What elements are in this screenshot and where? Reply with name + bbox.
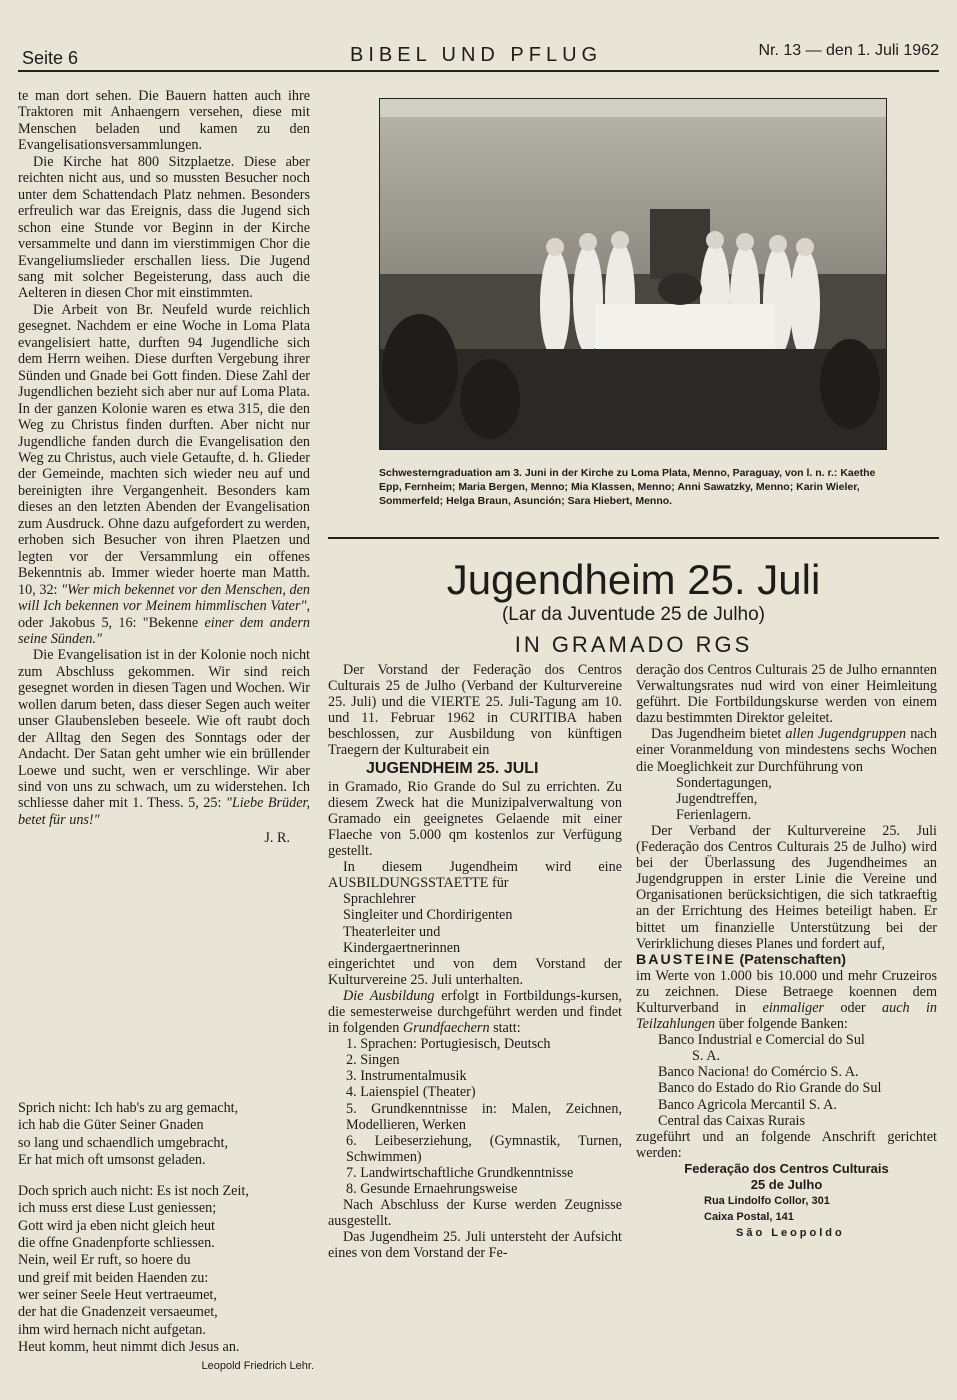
bible-quote: "Liebe Brüder, betet für uns!" bbox=[18, 795, 310, 828]
text-run: statt: bbox=[489, 1020, 521, 1037]
article-column-right bbox=[636, 662, 937, 1241]
paragraph: eingerichtet und von dem Vorstand der Kulturvereine 25. Juli unterhalten. bbox=[328, 955, 622, 988]
stanza-1 bbox=[18, 1100, 318, 1169]
bank-item: Banco do Estado do Rio Grande do Sul bbox=[658, 1080, 882, 1097]
subject-item: 1. Sprachen: Portugiesisch, Deutsch bbox=[346, 1036, 551, 1053]
page-number: Seite 6 bbox=[22, 48, 79, 68]
text-run: Die Arbeit von Br. Neufeld wurde reichlich gesegnet. Nachdem er eine Woche in Loma Plata evangelisiert hatte, durften 94 Jugendliche sich dem Herrn weihen. Diese durften Vergebung ihrer Sünden und Gnade bei Gott finden. Diese Zahl der Jugendlichen bezieht sich aber nur auf Loma Plata. In der ganzen Kolonie waren es etwa 315, die den Weg zu Christus finden durften. Aber nicht nur Jugendliche fanden durch die Evangelisation den Weg zu Christus, auch viele Getaufte, d. h. Glieder der Gemeinde, machten sich wieder neu auf und bereinigten ihre Vergangenheit. Besonders kam dieses an den letzten Abenden der Evangelisation zum Ausdruck. Ohne dazu aufgefordert zu werden, erhoben sich Besucher von ihren Plaetzen und legten vor der Versammlung ein offenes Bekenntnis ab. Immer wieder hoerte man Matth. 10, 32: bbox=[18, 301, 310, 598]
section-rule bbox=[328, 537, 939, 539]
paragraph: zugeführt und an folgende Anschrift gerichtet werden: bbox=[636, 1128, 937, 1161]
text-run: im Werte von 1.000 bis 10.000 und mehr Cruzeiros zu zeichnen. Diese Betraege koennen dem Kulturverband in bbox=[636, 967, 937, 1016]
text-run: Das Jugendheim bietet bbox=[651, 726, 786, 743]
poem-line: Doch sprich auch nicht: Es ist noch Zeit, bbox=[18, 1183, 249, 1200]
article-title: Jugendheim 25. Juli bbox=[446, 556, 821, 603]
poem-line: wer seiner Seele Heut vertraeumet, bbox=[18, 1286, 217, 1303]
text-run: Die Evangelisation ist in der Kolonie noch nicht zum Abschluss gekommen. Wir sind reich gesegnet worden in diesen Tagen und Wochen. Wir wollen darum beten, dass dieser Segen auch weiter unser Glaubensleben beseele. Wie oft raubt doch der Alltag den Segen des Sonntags oder der Andacht. Der Satan geht umher wie ein brüllender Loewe und sucht, wen er verschlinge. Wir aber sind von uns zu schwach, um zu widerstehen. Ich schliesse daher mit 1. Thess. 5, 25: bbox=[18, 647, 310, 812]
training-item: Sprachlehrer bbox=[343, 891, 416, 908]
subject-item: 8. Gesunde Ernaehrungsweise bbox=[346, 1181, 518, 1197]
left-article bbox=[18, 88, 310, 847]
poem-line: die offne Gnadenpforte schliessen. bbox=[18, 1235, 215, 1252]
text-run: , oder Jakobus 5, 16: "Bekenne bbox=[18, 598, 310, 631]
bible-quote: einer dem andern seine Sünden." bbox=[18, 614, 311, 647]
poem-line: Nein, weil Er ruft, so hoere du bbox=[18, 1252, 191, 1269]
training-item: Singleiter und Chordirigenten bbox=[343, 907, 513, 924]
paragraph bbox=[636, 968, 937, 1032]
paragraph: Das Jugendheim 25. Juli untersteht der Aufsicht eines von dem Vorstand der Fe- bbox=[328, 1229, 622, 1262]
publication-title: BIBEL UND PFLUG bbox=[350, 44, 603, 66]
bank-item: Banco Naciona! do Comércio S. A. bbox=[658, 1064, 859, 1081]
paragraph bbox=[636, 726, 937, 774]
training-item: Kindergaertnerinnen bbox=[343, 939, 461, 956]
paragraph: in Gramado, Rio Grande do Sul zu errichten. Zu diesem Zweck hat die Munizipalverwaltung von Gramado ein geeignetes Gelaende mit einer Flaeche von 5.000 qm kostenlos zur Verfügung gestellt. bbox=[328, 778, 622, 860]
paragraph: te man dort sehen. Die Bauern hatten auch ihre Traktoren mit Anhaengern versehen, diese mit Menschen beladen und kamen zu den Evangelisationsversammlungen. bbox=[18, 88, 310, 154]
paragraph bbox=[18, 647, 310, 828]
italic-run: Grundfaechern bbox=[402, 1020, 490, 1037]
address-line: 25 de Julho bbox=[750, 1176, 823, 1192]
event-item: Jugendtreffen, bbox=[676, 790, 758, 807]
poem-line: Er hat mich oft umsonst geladen. bbox=[18, 1151, 206, 1168]
stanza-2 bbox=[18, 1183, 318, 1356]
paragraph: In diesem Jugendheim wird eine AUSBILDUNGSSTAETTE für bbox=[328, 859, 622, 892]
subject-item: 7. Landwirtschaftliche Grundkenntnisse bbox=[346, 1164, 574, 1181]
subject-item: 4. Laienspiel (Theater) bbox=[346, 1084, 476, 1101]
photo-caption: Schwesterngraduation am 3. Juni in der Kirche zu Loma Plata, Menno, Paraguay, von l. n. r.: Kaethe Epp, Fernheim; Maria Bergen, Menno; Mia Klassen, Menno; Anni Sawatzky, Menno; Karin Wieler, Sommerfeld; Helga Braun, Asunción; Sara Hiebert, Menno. bbox=[379, 467, 876, 507]
paragraph: Der Vorstand der Federação dos Centros Culturais 25 de Julho (Verband der Kulturvereine 25. Juli) und die VIERTE 25. Juli-Tagung am 10. und 11. Februar 1962 in CURITIBA haben beschlossen, zur Ausbildung von künftigen Traegern der Kulturabeit ein bbox=[328, 662, 622, 759]
paragraph: Der Verband der Kulturvereine 25. Juli (Federação dos Centros Culturais 25 de Julho) wird bei der Überlassung des Jugendheimes an Jugendgruppen in erster Linie die Vereine und Organisationen berücksichtigen, die sich tatkraeftig an der Errichtung des Heimes beteiligt haben. Er bittet um finanzielle Unterstützung bei der Verirklichung dieses Planes und fordert auf, bbox=[636, 822, 937, 952]
text-run: über folgende Banken: bbox=[715, 1016, 848, 1033]
address-line: Caixa Postal, 141 bbox=[704, 1210, 794, 1223]
paragraph bbox=[328, 988, 622, 1036]
poem-line: und greif mit beiden Haenden zu: bbox=[18, 1269, 209, 1286]
bank-item: S. A. bbox=[692, 1048, 720, 1065]
italic-run: auch in Teilzahlungen bbox=[636, 999, 937, 1033]
article-subtitle: (Lar da Juventude 25 de Julho) bbox=[501, 604, 765, 625]
text-run: oder bbox=[824, 999, 882, 1016]
patenschaften-label: (Patenschaften) bbox=[739, 951, 846, 968]
poem-line: Heut komm, heut nimmt dich Jesus an. bbox=[18, 1338, 240, 1355]
subject-item: 2. Singen bbox=[346, 1052, 400, 1069]
poem-line: ihm wird hernach nicht aufgetan. bbox=[18, 1321, 206, 1338]
issue-date: Nr. 13 — den 1. Juli 1962 bbox=[758, 42, 939, 59]
bank-item: Banco Industrial e Comercial do Sul bbox=[658, 1032, 865, 1049]
subject-item: 5. Grundkenntnisse in: Malen, Zeichnen, Modellieren, Werken bbox=[346, 1100, 622, 1133]
poem bbox=[18, 1100, 318, 1375]
italic-run: Die Ausbildung bbox=[343, 987, 435, 1004]
paragraph bbox=[18, 302, 310, 648]
italic-run: einmaliger bbox=[762, 999, 825, 1016]
signature: J. R. bbox=[264, 830, 290, 847]
paragraph: Nach Abschluss der Kurse werden Zeugnisse ausgestellt. bbox=[328, 1197, 622, 1230]
article-location: IN GRAMADO RGS bbox=[514, 632, 753, 657]
bible-quote: "Wer mich bekennet vor den Menschen, den will Ich bekennen vor Meinem himmlischen Vater" bbox=[18, 581, 310, 615]
poem-line: der hat die Gnadenzeit versaeumet, bbox=[18, 1304, 218, 1321]
graduation-photo bbox=[379, 98, 887, 450]
subject-item: 6. Leibeserziehung, (Gymnastik, Turnen, Schwimmen) bbox=[346, 1132, 622, 1165]
bausteine-label: BAUSTEINE bbox=[636, 951, 736, 968]
event-item: Ferienlagern. bbox=[676, 806, 752, 823]
bausteine-line bbox=[636, 952, 937, 968]
text-run: erfolgt in Fortbildungs-kursen, die semesterweise durchgeführt werden und findet in folgenden bbox=[328, 987, 622, 1037]
italic-run: allen Jugendgruppen bbox=[785, 726, 907, 743]
poem-line: ich muss erst diese Lust geniessen; bbox=[18, 1200, 217, 1217]
event-item: Sondertagungen, bbox=[676, 774, 772, 791]
subject-item: 3. Instrumentalmusik bbox=[346, 1068, 467, 1085]
bank-item: Central das Caixas Rurais bbox=[658, 1112, 805, 1129]
poem-line: so lang und schaendlich umgebracht, bbox=[18, 1134, 228, 1151]
poem-line: Gott wird ja eben nicht gleich heut bbox=[18, 1217, 215, 1234]
poem-line: ich hab die Güter Seiner Gnaden bbox=[18, 1117, 204, 1134]
poem-line: Sprich nicht: Ich hab's zu arg gemacht, bbox=[18, 1100, 239, 1116]
training-item: Theaterleiter und bbox=[343, 923, 441, 940]
address-line: Federação dos Centros Culturais bbox=[684, 1160, 889, 1176]
address-line: São Leopoldo bbox=[736, 1226, 845, 1239]
header-rule bbox=[18, 70, 939, 72]
page-header bbox=[18, 42, 939, 70]
article-subheading: JUGENDHEIM 25. JULI bbox=[366, 759, 539, 777]
paragraph: Die Kirche hat 800 Sitzplaetze. Diese aber reichten nicht aus, und so mussten Besucher noch unter dem Schattendach Platz nehmen. Besonders erfreulich war das Ereignis, dass die Jugend sich schon eine Stunde vor Beginn in der Kirche versammelte und dann im vierstimmigen Chor die Evangeliumslieder erschallen liess. Die Jugend sang mit solcher Begeisterung, dass auch die Aelteren in diesen Chor mit einstimmten. bbox=[18, 153, 310, 302]
paragraph: deração dos Centros Culturais 25 de Julho ernannten Verwaltungsrates nud wird von einer Heimleitung geführt. Die Fortbildungskurse werden von einem dazu bestimmten Direktor geleitet. bbox=[636, 662, 937, 727]
text-run: nach einer Voranmeldung von mindestens sechs Wochen die Moeglichkeit zur Durchführung von bbox=[636, 726, 937, 775]
bank-item: Banco Agricola Mercantil S. A. bbox=[658, 1096, 837, 1113]
article-column-middle bbox=[328, 662, 622, 1261]
poem-author: Leopold Friedrich Lehr. bbox=[201, 1360, 314, 1373]
address-line: Rua Lindolfo Collor, 301 bbox=[704, 1194, 830, 1207]
